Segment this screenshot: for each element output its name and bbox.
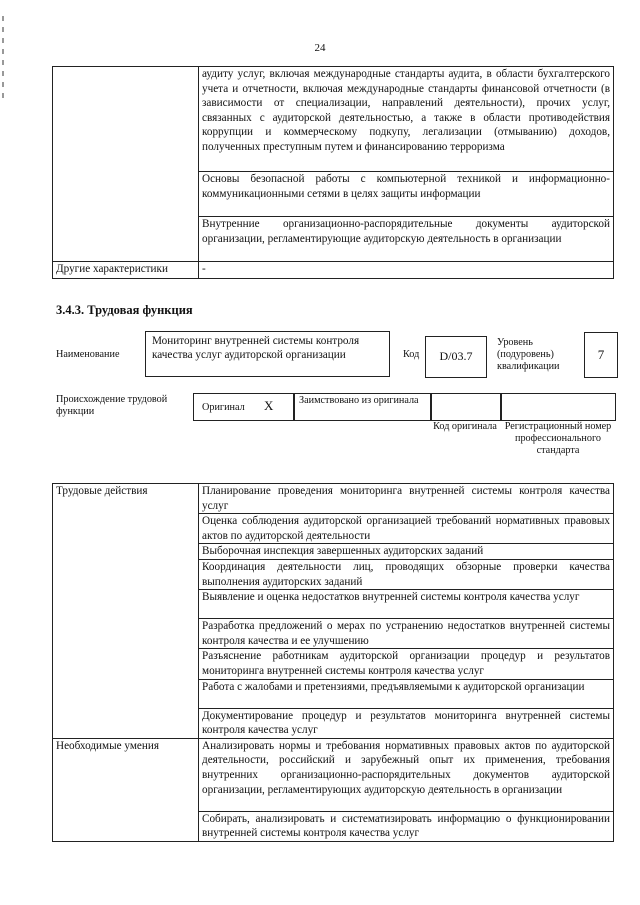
binding-marks xyxy=(2,10,8,310)
empty-label-cell xyxy=(53,67,199,262)
original-code-cell xyxy=(430,393,502,421)
borrowed-cell xyxy=(293,393,432,421)
section-heading: 3.4.3. Трудовая функция xyxy=(56,303,193,317)
origin-label: Происхождение трудовой функции xyxy=(56,394,168,417)
skill-item: Анализировать нормы и требования нормативных правовых актов по аудиторской деятельности, российский и зарубежный опыт их применения, требования внутренних организационно-распорядительных документов аудиторской организации, регламентирующих аудиторскую деятельность в организации xyxy=(199,738,614,811)
code-value: D/03.7 xyxy=(439,349,473,363)
reg-number-cell xyxy=(500,393,616,421)
skills-label: Необходимые умения xyxy=(53,738,199,841)
skill-item: Собирать, анализировать и систематизировать информацию о функционировании внутренней системы контроля качества услуг xyxy=(199,811,614,841)
action-item: Разъяснение работникам аудиторской организации процедур и результатов мониторинга внутренней системы контроля качества услуг xyxy=(199,649,614,679)
action-item: Планирование проведения мониторинга внутренней системы контроля качества услуг xyxy=(199,484,614,514)
original-label: Оригинал xyxy=(202,402,245,413)
name-label: Наименование xyxy=(56,349,120,360)
other-characteristics-label: Другие характеристики xyxy=(53,262,199,279)
other-characteristics-value: - xyxy=(199,262,614,279)
code-label: Код xyxy=(403,349,420,360)
knowledge-item: аудиту услуг, включая международные стандарты аудита, в области бухгалтерского учета и отчетности, включая международные стандарты финансовой отчетности (в зависимости от специализации, направлений деятельности), прочих услуг, связанных с аудиторской деятельностью, а также в области противодействия коррупции и коммерческому подкупу, легализации (отмыванию) доходов, полученных преступным путем и финансированию терроризма xyxy=(199,67,614,172)
knowledge-table-continued xyxy=(52,66,614,279)
level-value: 7 xyxy=(597,347,605,362)
action-item: Работа с жалобами и претензиями, предъявляемыми к аудиторской организации xyxy=(199,679,614,708)
actions-label: Трудовые действия xyxy=(53,484,199,739)
reg-number-caption: Регистрационный номер профессионального стандарта xyxy=(504,421,612,456)
action-item: Выявление и оценка недостатков внутренней системы контроля качества услуг xyxy=(199,590,614,619)
knowledge-item: Основы безопасной работы с компьютерной техникой и информационно-коммуникационными сетями в целях защиты информации xyxy=(199,172,614,217)
original-cell xyxy=(193,393,295,421)
knowledge-item: Внутренние организационно-распорядительные документы аудиторской организации, регламентирующие аудиторскую деятельность в организации xyxy=(199,217,614,262)
action-item: Выборочная инспекция завершенных аудиторских заданий xyxy=(199,544,614,560)
action-item: Разработка предложений о мерах по устранению недостатков внутренней системы контроля качества и ее улучшению xyxy=(199,619,614,649)
code-box xyxy=(425,336,487,378)
name-value: Мониторинг внутренней системы контроля качества услуг аудиторской организации xyxy=(152,335,360,361)
original-mark: X xyxy=(264,398,274,413)
name-box xyxy=(145,331,390,377)
action-item: Документирование процедур и результатов мониторинга внутренней системы контроля качества услуг xyxy=(199,708,614,738)
action-item: Оценка соблюдения аудиторской организацией требований нормативных правовых актов по аудиторской деятельности xyxy=(199,514,614,544)
borrowed-label: Заимствовано из оригинала xyxy=(299,395,419,406)
page-number: 24 xyxy=(314,42,326,54)
original-code-caption: Код оригинала xyxy=(433,421,497,432)
action-item: Координация деятельности лиц, проводящих обзорные проверки качества выполнения аудиторских заданий xyxy=(199,559,614,589)
level-box xyxy=(584,332,618,378)
level-label: Уровень (подуровень) квалификации xyxy=(497,337,560,372)
labor-function-table xyxy=(52,483,614,842)
